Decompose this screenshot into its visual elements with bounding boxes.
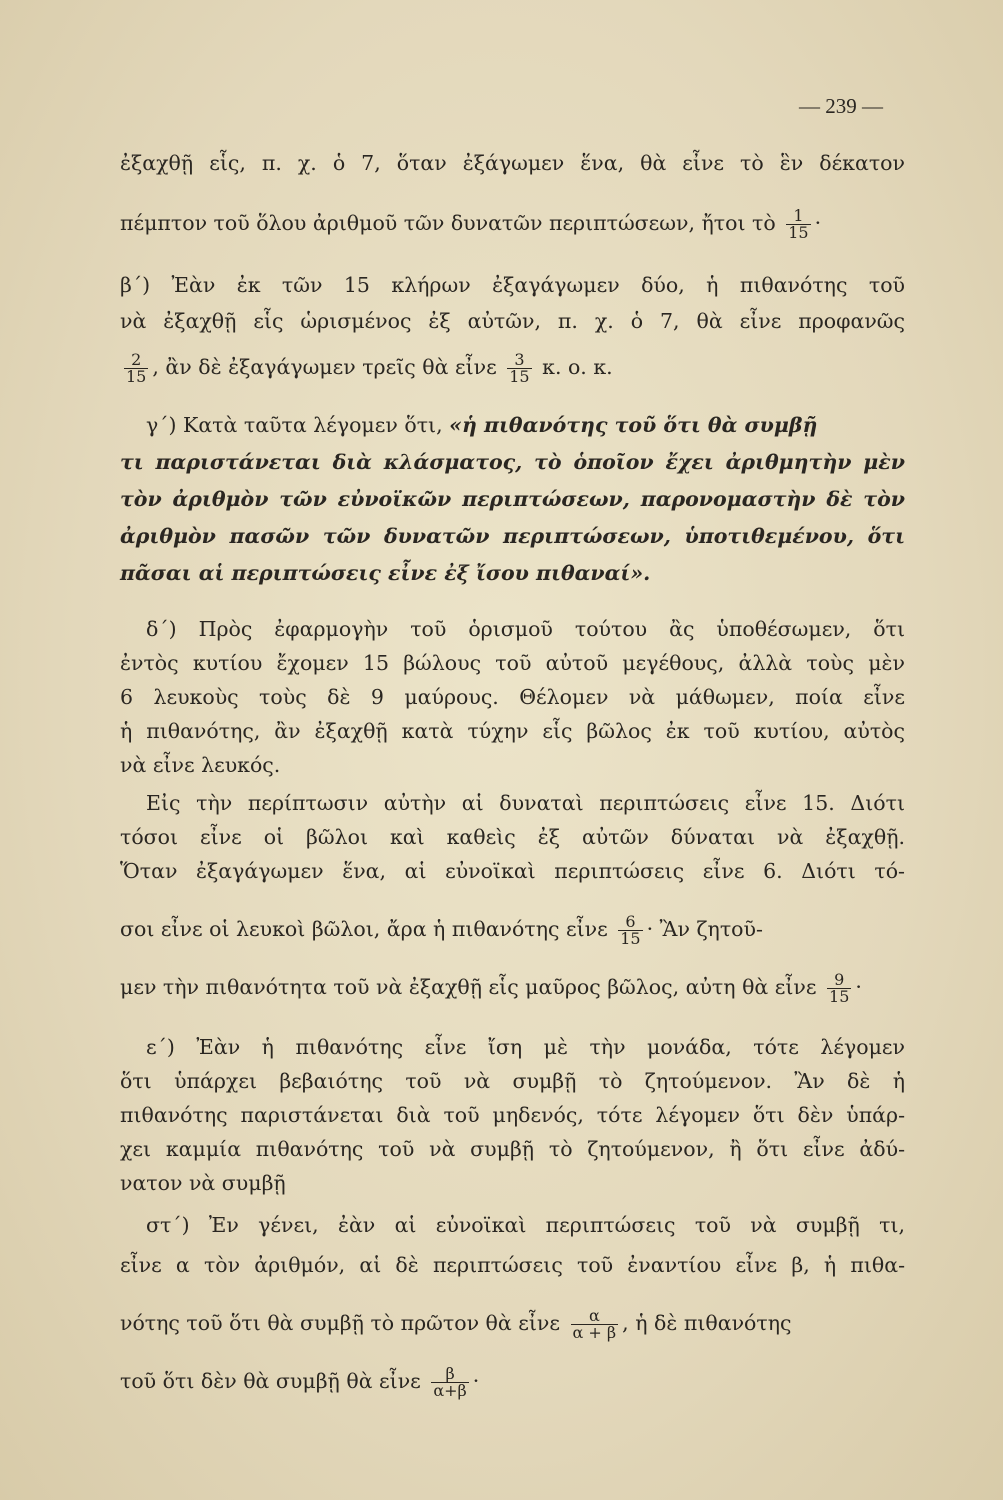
page-number: — 239 — [799,94,883,118]
text-line: νατον νὰ συμβῇ [120,1171,286,1195]
fraction: $\frac{9}{15}$ [829,970,850,1006]
text-line: τι παριστάνεται διὰ κλάσματος, τὸ ὁποῖον ἔχει ἀριθμητὴν μὲν [120,450,905,474]
text-line: ἡ πιθανότης, ἂν ἐξαχθῇ κατὰ τύχην εἷς βῶλος ἐκ τοῦ κυτίου, αὐτὸς [120,719,905,743]
fraction: $\frac{1}{15}$ [788,206,809,242]
text-line: 6 λευκοὺς τοὺς δὲ 9 μαύρους. Θέλομεν νὰ μάθωμεν, ποία εἶνε [120,685,905,709]
fraction: $\frac{6}{15}$ [620,912,641,948]
text-line: εἶνε α τὸν ἀριθμόν, αἱ δὲ περιπτώσεις τοῦ ἐναντίου εἶνε β, ἡ πιθα- [120,1253,905,1277]
text-line: Ὅταν ἐξαγάγωμεν ἕνα, αἱ εὐνοϊκαὶ περιπτώσεις εἶνε 6. Διότι τό- [120,859,905,883]
text-line: β΄) Ἐὰν ἐκ τῶν 15 κλήρων ἐξαγάγωμεν δύο, ἡ πιθανότης τοῦ [120,273,905,297]
text-line: νότης τοῦ ὅτι θὰ συμβῇ τὸ πρῶτον θὰ εἶνε $\frac{\alpha}{\alpha + \beta}$ , ἡ δὲ πιθανότης [120,1306,792,1342]
text-line: πᾶσαι αἱ περιπτώσεις εἶνε ἐξ ἴσου πιθαναί». [120,561,651,585]
text-line: ὅτι ὑπάρχει βεβαιότης τοῦ νὰ συμβῇ τὸ ζητούμενον. Ἂν δὲ ἡ [120,1069,905,1093]
text-line: στ΄) Ἐν γένει, ἐὰν αἱ εὐνοϊκαὶ περιπτώσεις τοῦ νὰ συμβῇ τι, [146,1213,905,1237]
text-line: γ΄) Κατὰ ταῦτα λέγομεν ὅτι, «ἡ πιθανότης τοῦ ὅτι θὰ συμβῇ [146,413,818,437]
fraction: $\frac{\alpha}{\alpha + \beta}$ [572,1306,617,1342]
text-line: μεν τὴν πιθανότητα τοῦ νὰ ἐξαχθῇ εἷς μαῦρος βῶλος, αὐτη θὰ εἶνε $\frac{9}{15}$ · [120,970,862,1006]
text-line: σοι εἶνε οἱ λευκοὶ βῶλοι, ἄρα ἡ πιθανότης εἶνε $\frac{6}{15}$ · Ἂν ζητοῦ- [120,912,763,948]
text-line: Εἰς τὴν περίπτωσιν αὐτὴν αἱ δυναταὶ περιπτώσεις εἶνε 15. Διότι [146,791,905,815]
text-line: νὰ ἐξαχθῇ εἷς ὡρισμένος ἐξ αὐτῶν, π. χ. ὁ 7, θὰ εἶνε προφανῶς [120,309,905,333]
text-line: ἀριθμὸν πασῶν τῶν δυνατῶν περιπτώσεων, ὑποτιθεμένου, ὅτι [120,524,905,548]
fraction: $\frac{3}{15}$ [509,350,530,386]
text-line: δ΄) Πρὸς ἐφαρμογὴν τοῦ ὁρισμοῦ τούτου ἂς ὑποθέσωμεν, ὅτι [146,617,905,641]
text-line: ἐντὸς κυτίου ἔχομεν 15 βώλους τοῦ αὐτοῦ μεγέθους, ἀλλὰ τοὺς μὲν [120,651,905,675]
fraction: $\frac{\beta}{\alpha+\beta}$ [433,1364,467,1400]
text-line: $\frac{2}{15}$ , ἂν δὲ ἐξαγάγωμεν τρεῖς θὰ εἶνε $\frac{3}{15}$ κ. ο. κ. [126,350,613,386]
text-line: πέμπτον τοῦ ὅλου ἀριθμοῦ τῶν δυνατῶν περιπτώσεων, ἤτοι τὸ $\frac{1}{15}$ · [120,206,822,242]
text-line: πιθανότης παριστάνεται διὰ τοῦ μηδενός, τότε λέγομεν ὅτι δὲν ὑπάρ- [120,1103,905,1127]
text-line: τὸν ἀριθμὸν τῶν εὐνοϊκῶν περιπτώσεων, παρονομαστὴν δὲ τὸν [120,487,905,511]
text-line: τόσοι εἶνε οἱ βῶλοι καὶ καθεὶς ἐξ αὐτῶν δύναται νὰ ἐξαχθῇ. [120,825,905,849]
text-line: νὰ εἶνε λευκός. [120,753,281,777]
text-line: χει καμμία πιθανότης τοῦ νὰ συμβῇ τὸ ζητούμενον, ἢ ὅτι εἶνε ἀδύ- [120,1137,905,1161]
text-line: ἐξαχθῇ εἷς, π. χ. ὁ 7, ὅταν ἐξάγωμεν ἕνα, θὰ εἶνε τὸ ἓν δέκατον [120,151,905,175]
text-line: ε΄) Ἐὰν ἡ πιθανότης εἶνε ἴση μὲ τὴν μονάδα, τότε λέγομεν [146,1035,905,1059]
text-line: τοῦ ὅτι δὲν θὰ συμβῇ θὰ εἶνε $\frac{\beta}{\alpha+\beta}$ · [120,1364,480,1400]
fraction: $\frac{2}{15}$ [126,350,147,386]
